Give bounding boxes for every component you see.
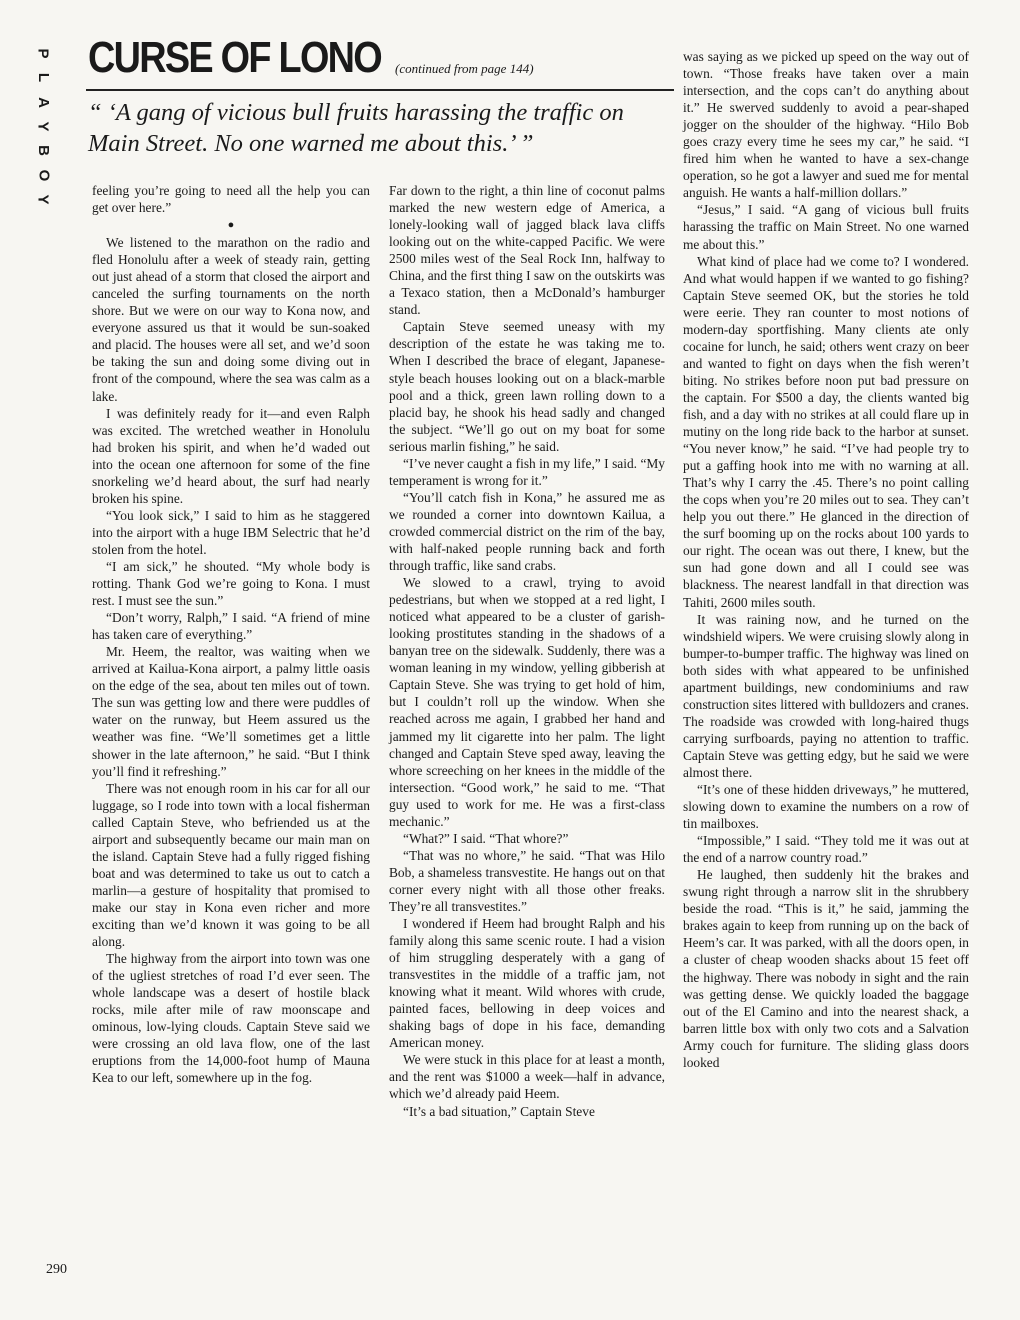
article-paragraph: “You look sick,” I said to him as he staggered into the airport with a huge IBM Selectric that he’d stolen from the hotel.	[92, 507, 370, 557]
magazine-name-letter: P	[34, 48, 52, 60]
text-column-2	[389, 182, 665, 1120]
article-paragraph: We were stuck in this place for at least a month, and the rent was $1000 a week—half in advance, which we’d already paid Heem.	[389, 1052, 665, 1102]
article-paragraph: There was not enough room in his car for all our luggage, so I rode into town with a local fisherman called Captain Steve, who befriended us at the airport and subsequently became our main man on the island. Captain Steve had a fully rigged fishing boat and was determined to take us out to catch a marlin—a gesture of hospitality that promised to make our stay in Kona even richer and more exciting than we’d known it was going to be all along.	[92, 780, 370, 950]
article-paragraph: He laughed, then suddenly hit the brakes and swung right through a narrow slit in the shrubbery beside the road. “This is it,” he said, jamming the brakes again to keep from running up on the back of Heem’s car. It was parked, with all the doors open, in a cluster of cheap wooden shacks about 15 feet off the highway. There was nobody in sight and the rain was getting dense. We quickly loaded the baggage out of the El Camino and into the nearest shack, a barren little box with only two cots and a Salvation Army couch for furniture. The sliding glass doors looked	[683, 867, 969, 1070]
article-paragraph: I was definitely ready for it—and even Ralph was excited. The wretched weather in Honolulu had broken his spirit, and when he’d waded out into the ocean one afternoon for some of the fine snorkeling we’d heard about, the surf had nearly broken his spine.	[92, 405, 370, 506]
article-paragraph: “It’s a bad situation,” Captain Steve	[403, 1103, 595, 1119]
article-paragraph: What kind of place had we come to? I wondered. And what would happen if we wanted to go fishing? Captain Steve seemed OK, but the stories he told were eerie. They ran counter to most notions of modern-day sportfishing. Many clients ate only cocaine for lunch, he said; others went crazy on beer and wanted to fight on days when the fish weren’t biting. No strikes before noon put bad pressure on the captain. For $500 a day, the clients wanted big fish, and a day with no strikes at all could flare up in mutiny on the long ride back to the harbor at sunset. “You never know,” he said. “I’ve had people try to put a gaffing hook into me with no warning at all. That’s why I carry the .45. There’s no point calling the cops when you’re 20 miles out to sea. They can’t help you out there.” He glanced in the direction of the surf booming up on the rocks about 100 yards to our right. The ocean was out there, I knew, but the sun had gone down and all I could see was blackness. The nearest landfall in that direction was Tahiti, 2600 miles south.	[683, 253, 969, 610]
magazine-name-vertical	[28, 42, 58, 212]
article-paragraph: Captain Steve seemed uneasy with my description of the estate he was taking me to. When I described the brace of elegant, Japanese-style beach houses looking out on a black-marble pool and a thick, green lawn rolling down to a placid bay, he shook his head sadly and changed the subject. “We’ll go out on my boat for some serious marlin fishing,” he said.	[389, 319, 665, 454]
article-paragraph: “I am sick,” he shouted. “My whole body is rotting. Thank God we’re going to Kona. I must rest. I must see the sun.”	[92, 558, 370, 609]
magazine-name-letter: B	[35, 145, 52, 158]
text-column-3	[683, 48, 969, 1071]
pull-quote: “ ‘A gang of vicious bull fruits harassing the traffic on Main Street. No one warned me about this.’ ”	[88, 99, 624, 157]
article-paragraph: We slowed to a crawl, trying to avoid pedestrians, but when we stopped at a red light, I noticed what appeared to be a cluster of garish-looking prostitutes standing in the shadows of a banyan tree on the sidewalk. Suddenly, there was a woman leaning in my window, yelling gibberish at Captain Steve. She was trying to get hold of him, but I couldn’t roll up the window. When she reached across me again, I grabbed her hand and jammed my lit cigarette into her palm. The light changed and Captain Steve sped away, leaving the whore screeching on her knees in the middle of the intersection. “Good work,” he said to me. “That guy used to work for me. He was a first-class mechanic.”	[389, 575, 665, 829]
article-paragraph: Far down to the right, a thin line of coconut palms marked the new western edge of America, a lonely-looking wall of jagged black lava cliffs looking out on the white-capped Pacific. We were 2500 miles west of the Seal Rock Inn, halfway to China, and the first thing I saw on the outskirts was a Texaco station, then a McDonald’s hamburger stand.	[389, 183, 665, 318]
article-paragraph: It was raining now, and he turned on the windshield wipers. We were cruising slowly along in bumper-to-bumper traffic. The highway was lined on both sides with what appeared to be unfinished apartment buildings, new condominiums and raw construction sites littered with bulldozers and cranes. The roadside was crowded with long-haired thugs carrying surfboards, paying no attention to traffic. Captain Steve was getting edgy, but he said we were almost there.	[683, 611, 969, 780]
section-separator: ●	[227, 219, 235, 232]
magazine-name-letter: A	[35, 96, 52, 109]
title-rule	[86, 89, 674, 91]
article-title: CURSE OF LONO	[88, 33, 381, 82]
article-paragraph: “I’ve never caught a fish in my life,” I said. “My temperament is wrong for it.”	[389, 455, 665, 488]
continued-note: (continued from page 144)	[395, 61, 534, 76]
page-number: 290	[46, 1262, 67, 1277]
article-paragraph: was saying as we picked up speed on the way out of town. “Those freaks have taken over a main intersection, and the cops can’t do anything about it.” He swerved suddenly to avoid a pear-shaped jogger on the shoulder of the highway. “Hilo Bob goes crazy every time he sees my car,” he said. “I fired him when he wanted to have a sex-change operation, so he got a lawyer and sued me for mental anguish. He wants a half-million dollars.”	[683, 49, 969, 201]
magazine-name-letter: L	[34, 73, 52, 84]
article-paragraph: “It’s one of these hidden driveways,” he muttered, slowing down to examine the numbers on a row of tin mailboxes.	[683, 782, 969, 832]
article-paragraph: Mr. Heem, the realtor, was waiting when we arrived at Kailua-Kona airport, a palmy little oasis on the edge of the sea, about ten miles out of town. The sun was getting low and there were puddles of water on the runway, but Heem assured us the weather was fine. “We’ll sometimes get a little shower in the late afternoon,” he said. “But I think you’ll find it refreshing.”	[92, 644, 370, 779]
article-paragraph: “Impossible,” I said. “They told me it was out at the end of a narrow country road.”	[683, 833, 969, 866]
article-paragraph: I wondered if Heem had brought Ralph and his family along this same scenic route. I had a vision of him struggling desperately with a gang of transvestites in the middle of a traffic jam, not knowing what it meant. Wild whores with crude, painted faces, bellowing in deep voices and shaking bags of dope in his face, demanding American money.	[389, 916, 665, 1051]
magazine-name-letter: Y	[34, 121, 52, 133]
article-paragraph: “That was no whore,” he said. “That was Hilo Bob, a shameless transvestite. He hangs out on that corner every night with all those other freaks. They’re all transvestites.”	[389, 847, 665, 914]
article-paragraph: “What?” I said. “That whore?”	[403, 830, 569, 846]
article-paragraph: The highway from the airport into town was one of the ugliest stretches of road I’d ever seen. The whole landscape was a desert of hostile black rocks, mile after mile of raw moonscape and ominous, low-lying clouds. Captain Steve said we were crossing an old lava flow, one of the last eruptions from the 14,000-foot hump of Mauna Kea to our left, somewhere up in the fog.	[92, 951, 370, 1086]
article-paragraph: We listened to the marathon on the radio and fled Honolulu after a week of steady rain, getting out just ahead of a storm that closed the airport and canceled the surfing tournaments on the north shore. But we were on our way to Kona now, and everyone assured us that it would be sun-soaked and placid. The houses were all set, and we’d soon be taking the sun and doing some diving out in front of the compound, where the sea was calm as a lake.	[92, 235, 370, 404]
article-paragraph: “You’ll catch fish in Kona,” he assured me as we rounded a corner into downtown Kailua, a crowded commercial district on the rim of the bay, with half-naked people running back and forth through traffic, like sand crabs.	[389, 489, 665, 574]
article-paragraph: “Don’t worry, Ralph,” I said. “A friend of mine has taken care of everything.”	[92, 610, 370, 643]
magazine-name-letter: Y	[34, 194, 52, 206]
article-paragraph: “Jesus,” I said. “A gang of vicious bull fruits harassing the traffic on Main Street. No one warned me about this.”	[683, 202, 969, 252]
magazine-name-letter: O	[34, 169, 52, 182]
article-paragraph: feeling you’re going to need all the help you can get over here.”	[92, 183, 370, 216]
text-column-1	[92, 182, 370, 1086]
